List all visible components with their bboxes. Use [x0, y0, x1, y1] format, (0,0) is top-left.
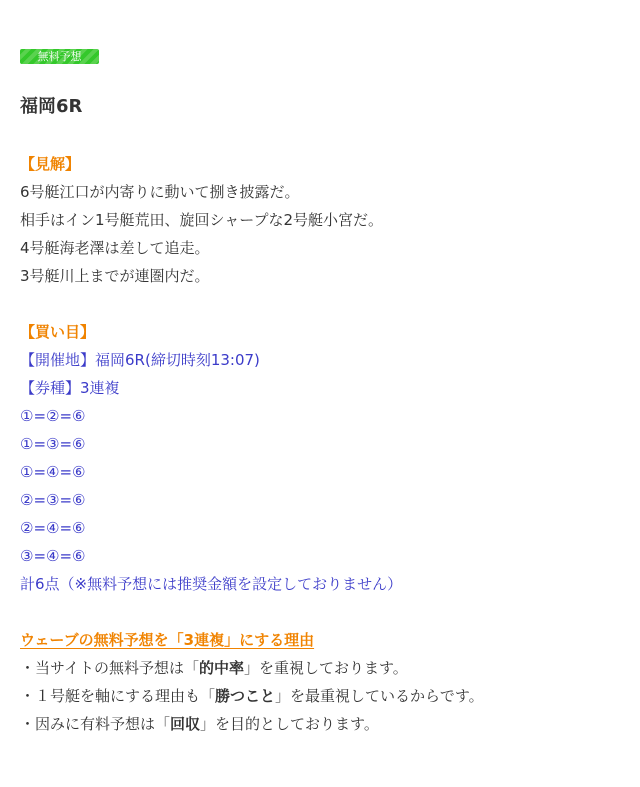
reason-text: ・１号艇を軸にする理由も「	[20, 687, 216, 705]
reason-emphasis: 勝つこと	[215, 687, 276, 705]
view-line: 3号艇川上までが連圏内だ。	[20, 267, 210, 285]
bets-heading: 【買い目】	[20, 323, 96, 341]
view-section	[20, 150, 383, 290]
reason-emphasis: 的中率	[198, 659, 244, 677]
reason-text: ・当サイトの無料予想は「	[20, 659, 199, 677]
bet-combo: ③=④=⑥	[20, 547, 86, 565]
reason-item	[20, 682, 484, 710]
bets-section	[20, 318, 402, 598]
bet-combo: ①=④=⑥	[20, 463, 86, 481]
bet-combo: ②=④=⑥	[20, 519, 86, 537]
view-heading: 【見解】	[20, 155, 81, 173]
reason-item	[20, 710, 484, 738]
bets-venue: 【開催地】福岡6R(締切時刻13:07)	[20, 351, 260, 369]
reason-text: ・因みに有料予想は「	[20, 715, 171, 733]
reason-section	[20, 626, 484, 738]
view-line: 4号艇海老澤は差して追走。	[20, 239, 210, 257]
reason-item	[20, 654, 484, 682]
bet-combo: ①=③=⑥	[20, 435, 86, 453]
reason-text: 」を重視しております。	[243, 659, 408, 677]
bets-ticket-type: 【券種】3連複	[20, 379, 120, 397]
view-line: 6号艇江口が内寄りに動いて捌き披露だ。	[20, 183, 300, 201]
bet-combo: ①=②=⑥	[20, 407, 86, 425]
reason-text: 」を目的としております。	[200, 715, 379, 733]
reason-emphasis: 回収	[170, 715, 201, 733]
reason-heading: ウェーブの無料予想を「3連複」にする理由	[20, 631, 315, 649]
bet-combo: ②=③=⑥	[20, 491, 86, 509]
reason-text: 」を最重視しているからです。	[275, 687, 484, 705]
view-line: 相手はイン1号艇荒田、旋回シャープな2号艇小宮だ。	[20, 211, 384, 229]
page-title: 福岡6R	[20, 96, 83, 117]
bets-total: 計6点（※無料予想には推奨金額を設定しておりません）	[20, 575, 403, 593]
free-prediction-badge: 無料予想	[20, 49, 99, 64]
